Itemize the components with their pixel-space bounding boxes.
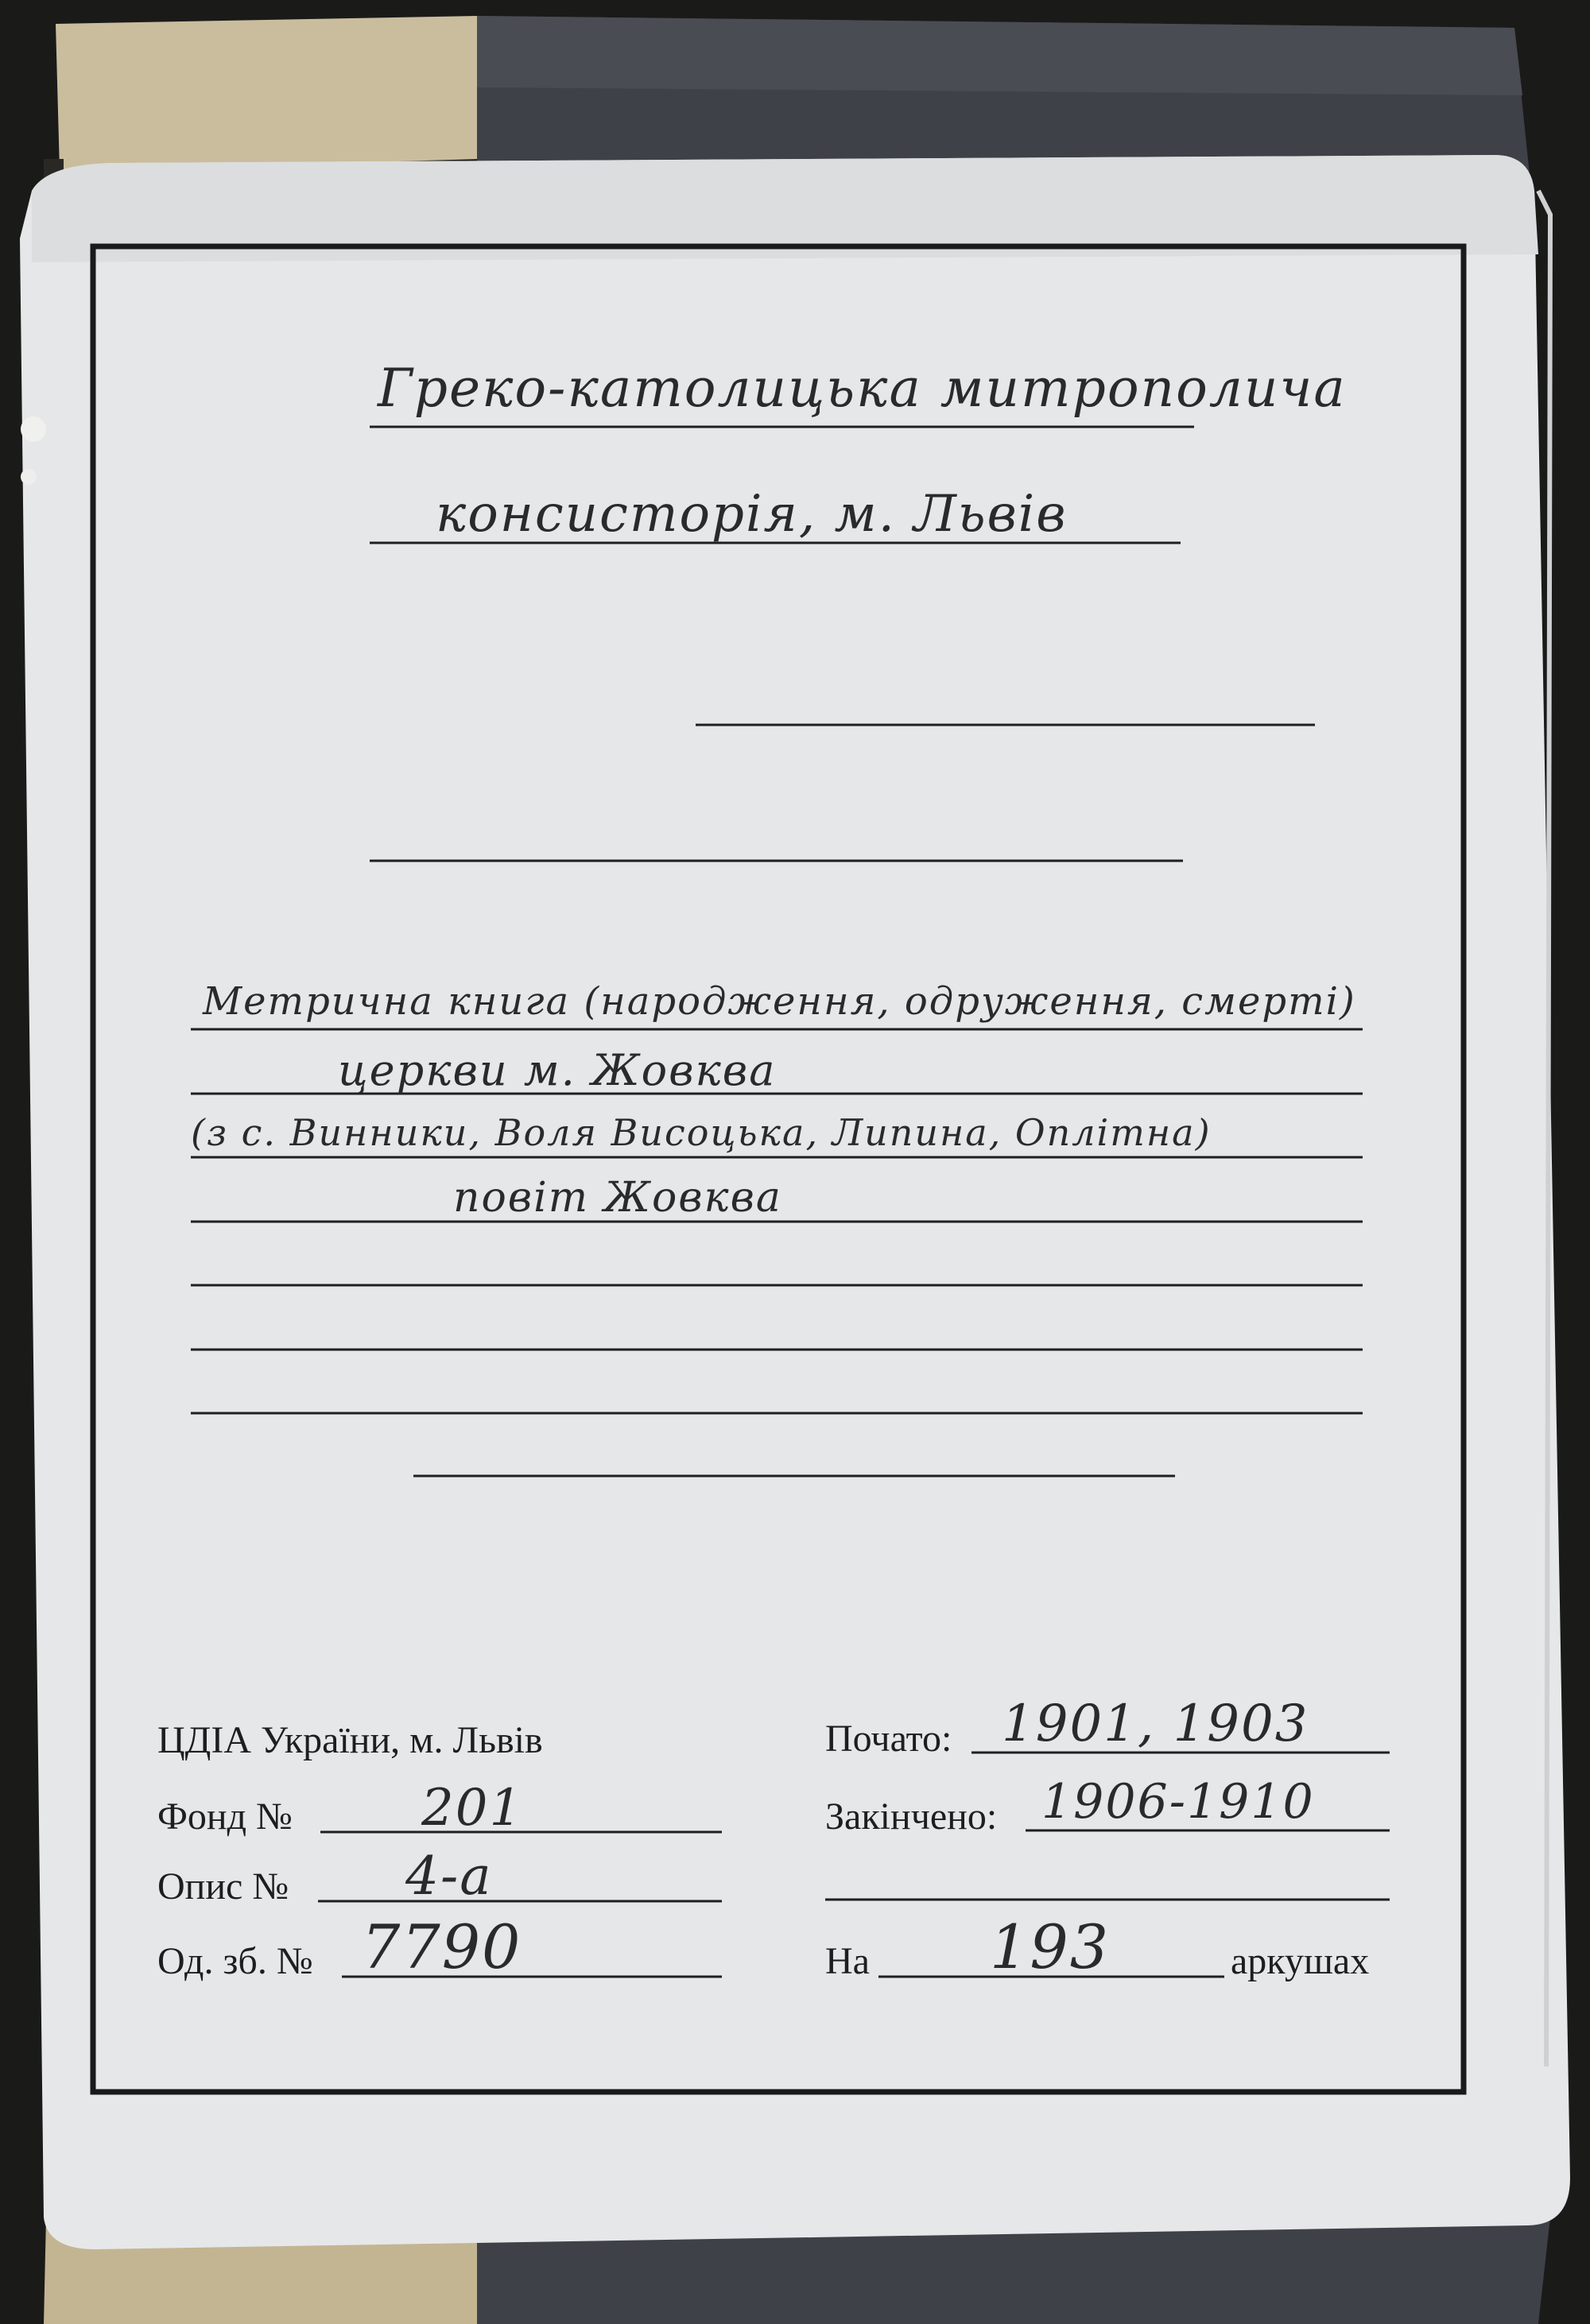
od-zb-label: Од. зб. № (157, 1940, 313, 1982)
header-line-2: консисторія, м. Львів (436, 485, 1068, 544)
fond-value: 201 (421, 1779, 524, 1838)
archive-name: ЦДІА України, м. Львів (157, 1719, 543, 1761)
sheets-value: 193 (990, 1911, 1111, 1982)
started-value: 1901, 1903 (1002, 1695, 1309, 1753)
started-label: Почато: (825, 1718, 952, 1760)
ended-value: 1906-1910 (1041, 1774, 1315, 1830)
title-line-2: церкви м. Жовква (338, 1045, 777, 1095)
sheets-suffix: аркушах (1231, 1940, 1370, 1982)
fond-label: Фонд № (157, 1795, 293, 1838)
opys-label: Опис № (157, 1865, 289, 1908)
header-line-1: Греко-католицька митрополича (378, 358, 1347, 419)
od-zb-value: 7790 (362, 1911, 522, 1982)
opys-value: 4-а (405, 1846, 493, 1907)
sheets-prefix: На (825, 1940, 870, 1982)
title-line-1: Метрична книга (народження, одруження, смерті) (203, 979, 1356, 1024)
ended-label: Закінчено: (825, 1795, 998, 1838)
title-line-3: (з с. Винники, Воля Висоцька, Липина, Оплітна) (191, 1111, 1212, 1154)
title-line-4: повіт Жовква (453, 1174, 782, 1222)
